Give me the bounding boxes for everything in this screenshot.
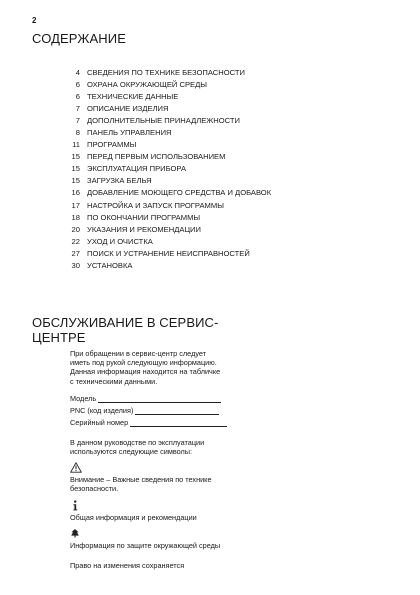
toc-entry[interactable] [64,187,364,199]
model-field[interactable] [70,391,260,403]
pnc-field[interactable] [70,403,260,415]
toc-page-number: 15 [71,176,80,186]
symbols-intro [70,438,260,456]
toc-page-number: 8 [75,128,80,138]
toc-entry[interactable] [64,223,364,235]
toc-entry-title: ТЕХНИЧЕСКИЕ ДАННЫЕ [87,91,179,101]
service-intro-line: с техническими данными. [70,376,158,386]
toc-page-number: 18 [71,212,80,222]
toc-page-number: 16 [71,188,80,198]
toc-page-number: 4 [75,67,80,77]
toc-page-number: 6 [75,91,80,101]
symbols-intro-line: В данном руководстве по эксплуатации [70,437,205,447]
service-intro [70,349,260,386]
toc-entry[interactable] [64,235,364,247]
toc-entry[interactable] [64,175,364,187]
symbol-legend-text: Внимание – Важные сведения по технике [70,475,212,485]
toc-page-number: 15 [71,152,80,162]
toc-entry[interactable] [64,151,364,163]
warning-triangle-icon [70,462,260,475]
footer-note: Право на изменения сохраняется [70,561,185,571]
symbol-legend-info [70,500,260,522]
toc-entry[interactable] [64,126,364,138]
toc-entry-title: НАСТРОЙКА И ЗАПУСК ПРОГРАММЫ [87,200,224,210]
toc-entry-title: ЗАГРУЗКА БЕЛЬЯ [87,176,152,186]
contents-heading: СОДЕРЖАНИЕ [32,31,127,46]
toc-entry-title: ПРОГРАММЫ [87,140,137,150]
toc-page-number: 30 [71,261,80,271]
symbol-legend-text: безопасности. [70,484,119,494]
symbol-legend-text: Информация по защите окружающей среды [70,540,221,550]
serial-number-field-line [130,419,227,427]
toc-page-number: 7 [75,115,80,125]
toc-entry[interactable] [64,139,364,151]
toc-entry-title: ОХРАНА ОКРУЖАЮЩЕЙ СРЕДЫ [87,79,207,89]
toc-page-number: 11 [72,140,80,150]
service-intro-line: При обращении в сервис-центр следует [70,349,207,358]
model-field-label: Модель [70,393,97,403]
toc-entry-title: ПОИСК И УСТРАНЕНИЕ НЕИСПРАВНОСТЕЙ [87,248,250,258]
toc-page-number: 6 [75,79,80,89]
symbol-legend-warning [70,462,260,493]
service-heading-line-2: ЦЕНТРЕ [32,330,86,345]
service-intro-line: иметь под рукой следующую информацию. [70,358,217,368]
toc-entry-title: ПАНЕЛЬ УПРАВЛЕНИЯ [87,128,172,138]
toc-page-number: 17 [71,200,80,210]
toc-entry[interactable] [64,199,364,211]
toc-page-number: 20 [71,224,80,234]
toc-entry[interactable] [64,247,364,259]
toc-page-number: 15 [71,164,80,174]
toc-entry-title: УСТАНОВКА [87,261,133,271]
toc-entry-title: ПО ОКОНЧАНИИ ПРОГРАММЫ [87,212,201,222]
toc-entry[interactable] [64,66,364,78]
toc-entry-title: ПЕРЕД ПЕРВЫМ ИСПОЛЬЗОВАНИЕМ [87,152,226,162]
service-info [70,349,260,570]
service-intro-line: Данная информация находится на табличке [70,367,221,377]
toc-entry[interactable] [64,114,364,126]
toc-page-number: 22 [71,236,80,246]
toc-entry-title: УХОД И ОЧИСТКА [87,236,153,246]
pnc-field-label: PNC (код изделия) [70,405,134,415]
toc-entry-title: СВЕДЕНИЯ ПО ТЕХНИКЕ БЕЗОПАСНОСТИ [87,67,245,77]
toc-entry-title: ДОПОЛНИТЕЛЬНЫЕ ПРИНАДЛЕЖНОСТИ [87,115,241,125]
info-icon [70,500,260,513]
toc-entry[interactable] [64,78,364,90]
symbol-legend-text: Общая информация и рекомендации [70,512,197,522]
toc-page-number: 27 [71,248,80,258]
toc-entry-title: ДОБАВЛЕНИЕ МОЮЩЕГО СРЕДСТВА И ДОБАВОК [87,188,272,198]
identification-fields [70,391,260,427]
service-heading [32,315,218,345]
pnc-field-line [135,407,219,415]
service-heading-line-1: ОБСЛУЖИВАНИЕ В СЕРВИС- [32,315,219,330]
toc-entry-title: ОПИСАНИЕ ИЗДЕЛИЯ [87,103,169,113]
environment-icon [70,528,260,541]
toc-entry[interactable] [64,260,364,272]
serial-number-field[interactable] [70,415,260,427]
toc-entry-title: ЭКСПЛУАТАЦИЯ ПРИБОРА [87,164,187,174]
toc-page-number: 7 [75,103,80,113]
toc-entry[interactable] [64,90,364,102]
page-number: 2 [32,16,37,25]
toc-entry[interactable] [64,211,364,223]
model-field-line [98,395,221,403]
table-of-contents [64,66,364,272]
symbol-legend-environment [70,528,260,550]
toc-entry[interactable] [64,163,364,175]
serial-number-field-label: Серийный номер [70,417,129,427]
symbols-intro-line: используются следующие символы: [70,447,193,457]
toc-entry[interactable] [64,102,364,114]
toc-entry-title: УКАЗАНИЯ И РЕКОМЕНДАЦИИ [87,224,201,234]
